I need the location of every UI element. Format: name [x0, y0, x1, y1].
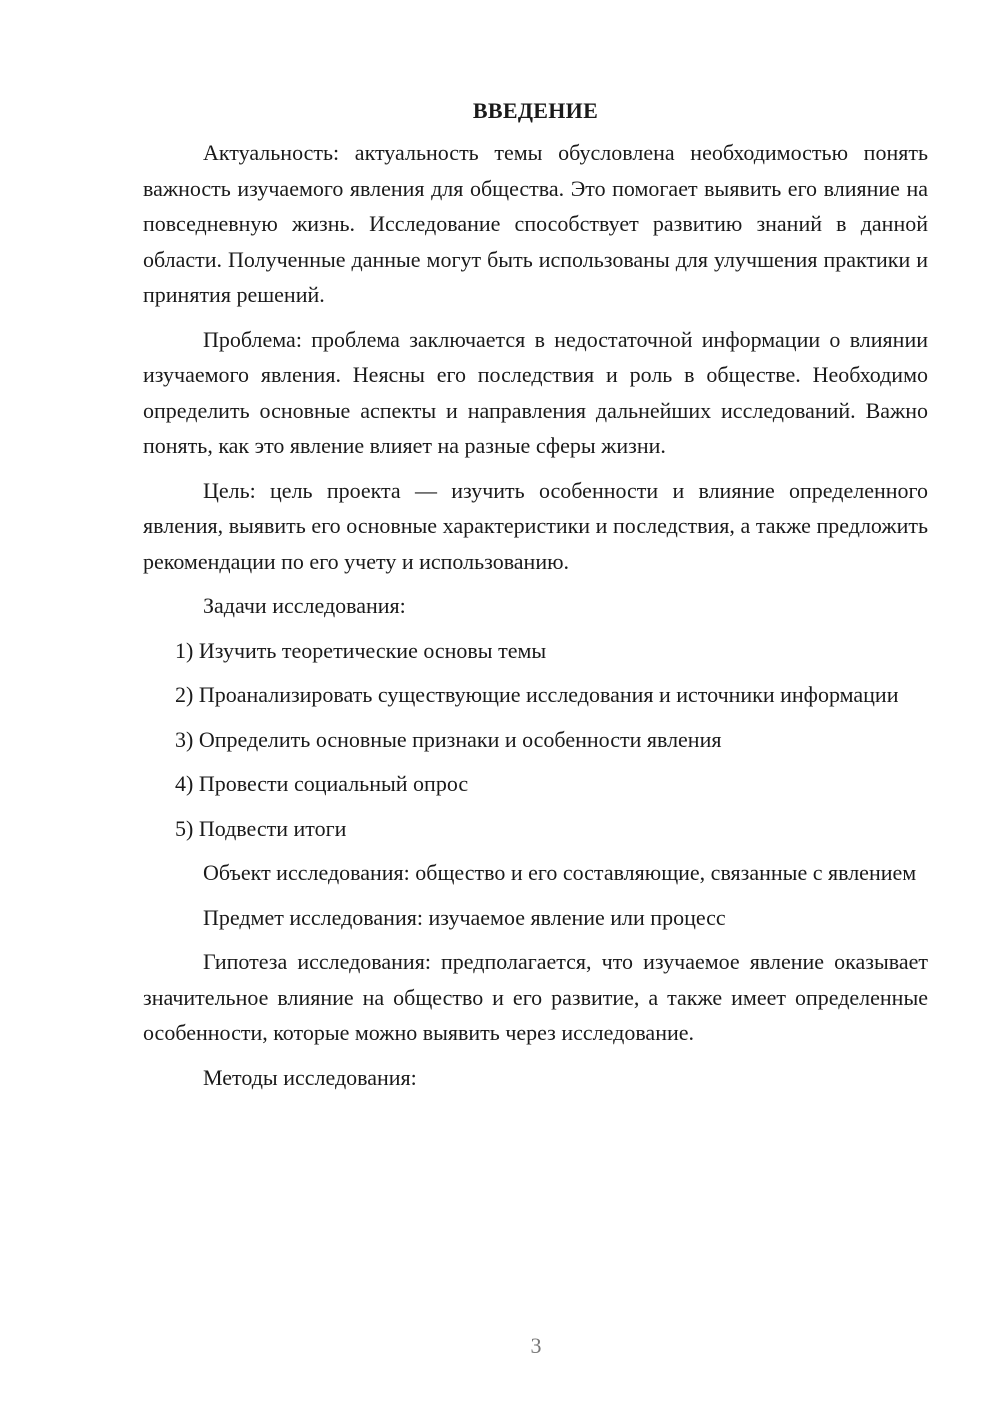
task-item-1: 1) Изучить теоретические основы темы [175, 637, 547, 663]
paragraph-object: Объект исследования: общество и его составляющие, связанные с явлением [203, 860, 917, 885]
paragraph-methods-heading: Методы исследования: [203, 1064, 417, 1090]
task-item-5: 5) Подвести итоги [175, 815, 347, 841]
task-item-3: 3) Определить основные признаки и особенности явления [175, 726, 722, 752]
task-item-2: 2) Проанализировать существующие исследования и источники информации [175, 682, 899, 707]
paragraph-subject: Предмет исследования: изучаемое явление или процесс [203, 904, 726, 930]
task-item-4: 4) Провести социальный опрос [175, 771, 469, 796]
paragraph-relevance: Актуальность: актуальность темы обусловлена необходимостью понять важность изучаемого явления для общества. Это помогает выявить его влияние на повседневную жизнь. Исследование способствует развитию знаний в данной области. Полученные данные могут быть использованы для улучшения практики и принятия решений. [143, 140, 928, 307]
page-number: 3 [530, 1333, 542, 1358]
paragraph-problem: Проблема: проблема заключается в недостаточной информации о влиянии изучаемого явления. Неясны его последствия и роль в обществе. Необходимо определить основные аспекты и направления дальнейших исследований. Важно понять, как это явление влияет на разные сферы жизни. [143, 326, 928, 458]
paragraph-hypothesis: Гипотеза исследования: предполагается, что изучаемое явление оказывает значительное влияние на общество и его развитие, а также имеет определенные особенности, которые можно выявить через исследование. [143, 949, 928, 1045]
section-title: ВВЕДЕНИЕ [472, 98, 599, 123]
paragraph-tasks-heading: Задачи исследования: [203, 593, 406, 618]
paragraph-goal: Цель: цель проекта — изучить особенности и влияние определенного явления, выявить его основные характеристики и последствия, а также предложить рекомендации по его учету и использованию. [143, 477, 928, 574]
document-body [143, 93, 928, 1104]
